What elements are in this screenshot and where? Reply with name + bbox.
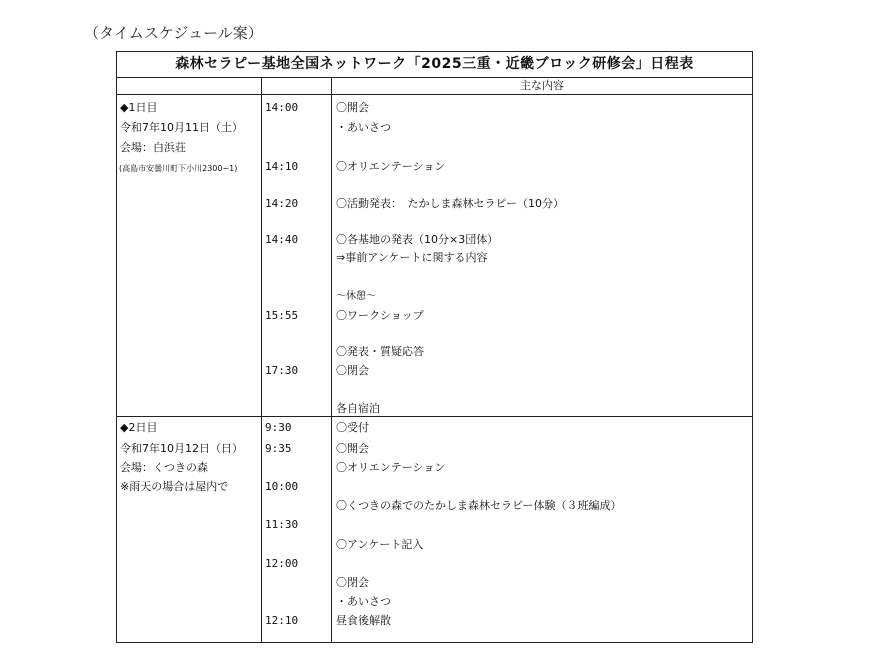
header-cell-content: 主な内容 [332, 78, 752, 95]
day2-time: 11:30 [265, 518, 299, 531]
page-heading: （タイムスケジュール案） [84, 24, 263, 42]
day-divider [117, 416, 752, 417]
day2-content-item: ・あいさつ [336, 595, 391, 608]
day2-note: ※雨天の場合は屋内で [120, 480, 229, 493]
day1-time: 14:10 [265, 160, 299, 173]
day2-content-item: 〇閉会 [336, 576, 369, 589]
day2-content-item: 〇くつきの森でのたかしま森林セラピー体験（３班編成） [336, 499, 622, 512]
day1-content-item: 各自宿泊 [336, 402, 380, 415]
table-title: 森林セラピー基地全国ネットワーク「2025三重・近畿ブロック研修会」日程表 [117, 52, 752, 78]
day1-content-item: ⇒事前アンケートに関する内容 [336, 251, 488, 264]
day2-venue: 会場：くつきの森 [120, 461, 208, 474]
day1-time: 14:20 [265, 197, 299, 210]
day1-time: 17:30 [265, 364, 299, 377]
day1-date: 令和7年10月11日（土） [120, 121, 243, 134]
day1-time: 15:55 [265, 309, 299, 322]
day1-content-item: 〇オリエンテーション [336, 160, 446, 173]
day1-time: 14:00 [265, 101, 299, 114]
day1-content-item: 〇活動発表： たかしま森林セラピー（10分） [336, 197, 565, 210]
day1-content-item: 〇閉会 [336, 364, 369, 377]
day2-content-item: 〇オリエンテーション [336, 461, 446, 474]
column-divider-content [331, 78, 332, 642]
day1-content-item: ・あいさつ [336, 121, 391, 134]
header-cell-time [262, 78, 332, 95]
day2-time: 12:10 [265, 614, 299, 627]
day1-content-item: 〇発表・質疑応答 [336, 345, 424, 358]
day2-content-item: 昼食後解散 [336, 614, 391, 627]
day1-address: (高島市安曇川町下小川2300−1) [119, 164, 238, 173]
day1-content-item: 〇ワークショップ [336, 309, 424, 322]
day2-content-item: 〇アンケート記入 [336, 538, 424, 551]
day1-venue: 会場：白浜荘 [120, 141, 186, 154]
day2-time: 9:35 [265, 442, 292, 455]
day1-label: ◆1日目 [120, 101, 158, 114]
day1-content-item: 〇開会 [336, 101, 369, 114]
day1-content-item: 〇各基地の発表（10分×3団体） [336, 233, 499, 246]
header-cell-day [117, 78, 262, 95]
day2-time: 9:30 [265, 421, 292, 434]
schedule-table [116, 51, 753, 643]
day1-time: 14:40 [265, 233, 299, 246]
day2-content-item: 〇開会 [336, 442, 369, 455]
day2-date: 令和7年10月12日（日） [120, 442, 243, 455]
day2-label: ◆2日目 [120, 421, 158, 434]
column-divider-time [261, 78, 262, 642]
day2-time: 12:00 [265, 557, 299, 570]
day2-content-item: 〇受付 [336, 421, 369, 434]
day2-time: 10:00 [265, 480, 299, 493]
day1-content-item: ～休憩～ [336, 291, 376, 302]
